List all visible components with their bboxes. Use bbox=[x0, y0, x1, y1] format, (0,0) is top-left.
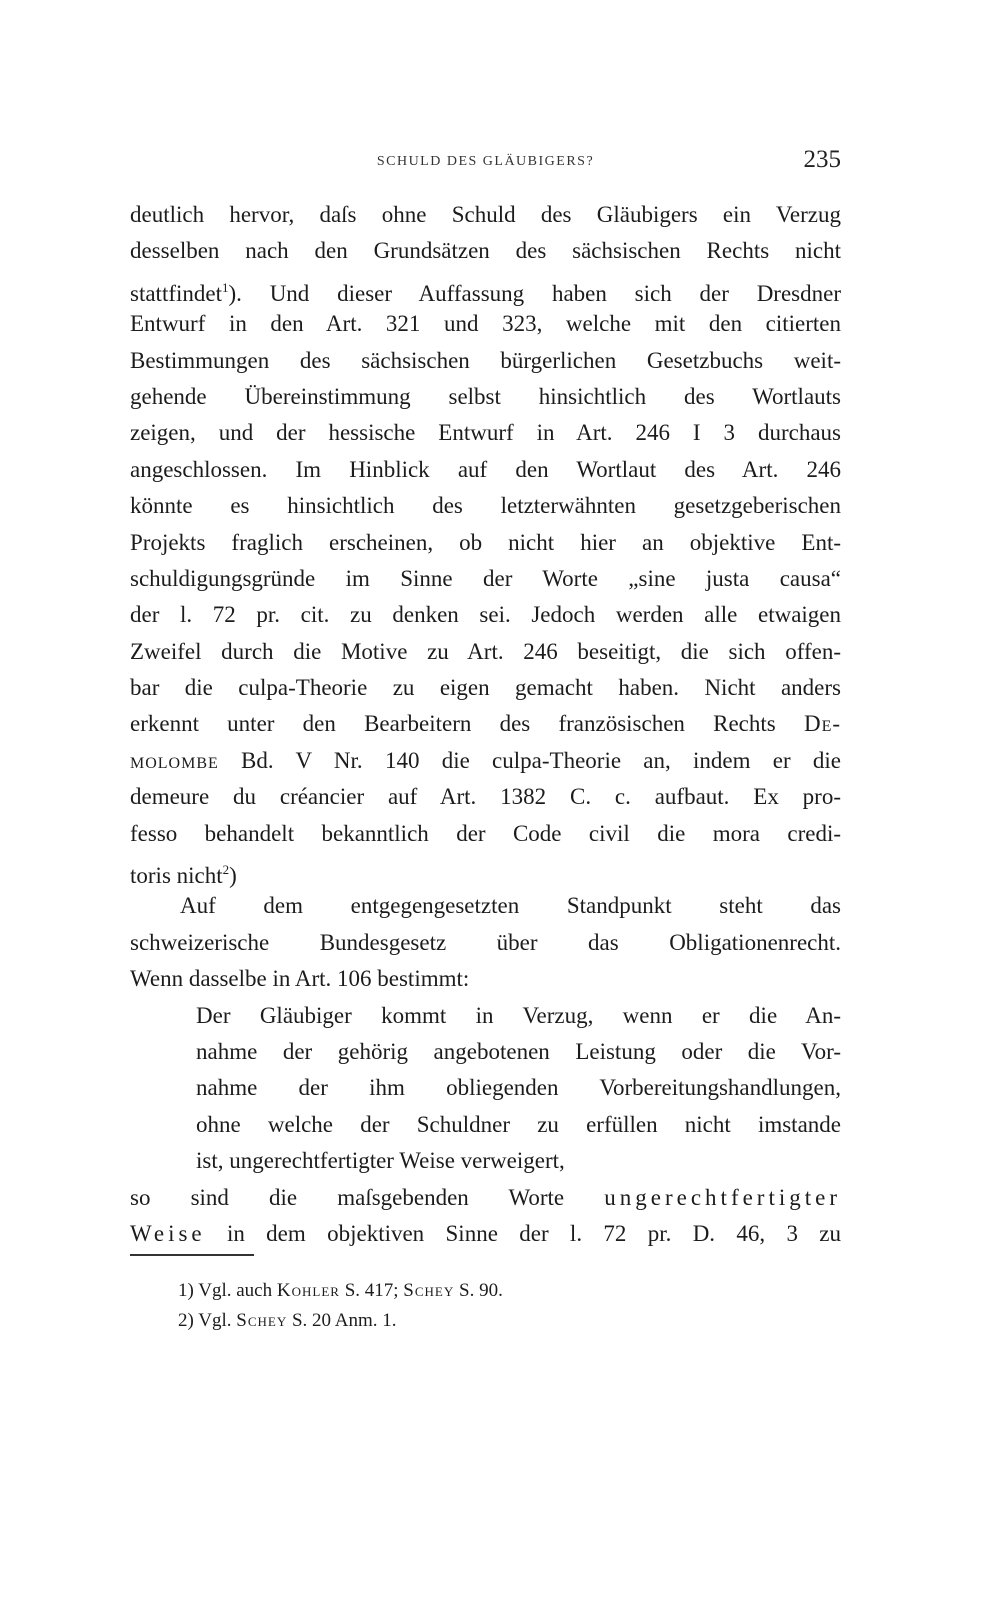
text-line: erkennt unter den Bearbeitern des französischen Rechts De- bbox=[130, 711, 841, 737]
text-line: Bestimmungen des sächsischen bürgerlichen Gesetzbuchs weit- bbox=[130, 347, 841, 373]
footnote-marker: 2 bbox=[222, 862, 230, 878]
text-line: stattfindet$^1$). Und dieser Auffassung haben sich der Dresdner bbox=[130, 279, 841, 306]
emphasized-text: ungerechtfertigter bbox=[604, 1184, 841, 1210]
author-name: molombe bbox=[130, 747, 219, 773]
text-line: Auf dem entgegengesetzten Standpunkt steht das bbox=[180, 893, 841, 919]
text-line: der l. 72 pr. cit. zu denken sei. Jedoch werden alle etwaigen bbox=[130, 602, 841, 628]
running-title: SCHULD DES GLÄUBIGERS? bbox=[376, 154, 595, 169]
author-name: Schey bbox=[236, 1310, 288, 1331]
text-line: schweizerische Bundesgesetz über das Obligationenrecht. bbox=[130, 929, 841, 955]
text-line: Weise in dem objektiven Sinne der l. 72 pr. D. 46, 3 zu bbox=[130, 1220, 841, 1246]
text-line: desselben nach den Grundsätzen des sächsischen Rechts nicht bbox=[130, 238, 841, 264]
block-quote bbox=[196, 998, 841, 1180]
author-name: De- bbox=[803, 711, 841, 737]
footnote-rule bbox=[130, 1254, 254, 1256]
footnote: 1) Vgl. auch Kohler S. 417; Schey S. 90. bbox=[178, 1280, 503, 1301]
text-line: schuldigungsgründe im Sinne der Worte „sine justa causa“ bbox=[130, 565, 841, 591]
emphasized-text: Weise bbox=[130, 1220, 206, 1246]
quote-line: nahme der ihm obliegenden Vorbereitungshandlungen, bbox=[196, 1075, 841, 1101]
author-name: Kohler bbox=[276, 1280, 340, 1301]
quote-line: ist, ungerechtfertigter Weise verweigert, bbox=[196, 1148, 565, 1174]
text-line: so sind die maſsgebenden Worte ungerechtfertigter bbox=[130, 1184, 841, 1210]
page-number: 235 bbox=[803, 146, 841, 173]
text-line: Entwurf in den Art. 321 und 323, welche mit den citierten bbox=[130, 311, 841, 337]
text-line: gehende Übereinstimmung selbst hinsichtlich des Wortlauts bbox=[130, 383, 841, 409]
text-line: toris nicht$^2$) bbox=[130, 862, 237, 889]
footnote-marker: 1 bbox=[221, 279, 229, 295]
body-text bbox=[130, 197, 841, 1252]
footnotes bbox=[178, 1276, 778, 1336]
quote-line: Der Gläubiger kommt in Verzug, wenn er die An- bbox=[196, 1002, 841, 1028]
author-name: Schey bbox=[403, 1280, 455, 1301]
quote-line: ohne welche der Schuldner zu erfüllen nicht imstande bbox=[196, 1111, 841, 1137]
text-line: zeigen, und der hessische Entwurf in Art. 246 I 3 durchaus bbox=[130, 420, 841, 446]
text-line: deutlich hervor, daſs ohne Schuld des Gläubigers ein Verzug bbox=[130, 202, 841, 227]
text-line: molombe Bd. V Nr. 140 die culpa-Theorie an, indem er die bbox=[130, 747, 841, 773]
text-line: Projekts fraglich erscheinen, ob nicht hier an objektive Ent- bbox=[130, 529, 841, 555]
quote-line: nahme der gehörig angebotenen Leistung oder die Vor- bbox=[196, 1038, 841, 1064]
footnote: 2) Vgl. Schey S. 20 Anm. 1. bbox=[178, 1310, 397, 1331]
text-line: demeure du créancier auf Art. 1382 C. c. aufbaut. Ex pro- bbox=[130, 784, 841, 810]
page-header bbox=[130, 146, 841, 180]
text-line: Wenn dasselbe in Art. 106 bestimmt: bbox=[130, 966, 470, 992]
text-line: fesso behandelt bekanntlich der Code civil die mora credi- bbox=[130, 820, 841, 846]
text-line: könnte es hinsichtlich des letzterwähnten gesetzgeberischen bbox=[130, 493, 841, 519]
text-line: angeschlossen. Im Hinblick auf den Wortlaut des Art. 246 bbox=[130, 456, 841, 482]
text-line: Zweifel durch die Motive zu Art. 246 beseitigt, die sich offen- bbox=[130, 638, 841, 664]
text-line: bar die culpa-Theorie zu eigen gemacht haben. Nicht anders bbox=[130, 675, 841, 701]
